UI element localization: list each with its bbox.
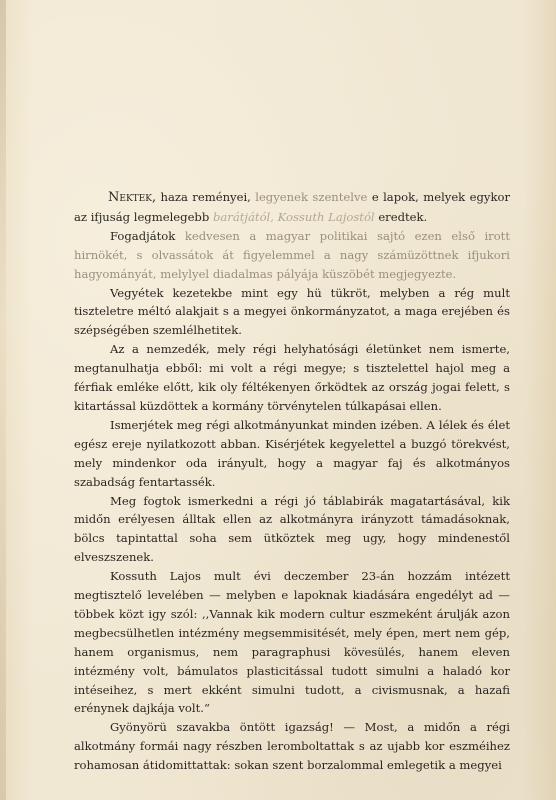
text-segment: haza reményei,: [156, 190, 256, 204]
paragraph: [74, 340, 510, 416]
opening-word: Nektek,: [108, 190, 157, 205]
paragraph: [74, 284, 510, 341]
text-segment: Kossuth Lajos mult évi deczember 23-án hozzám intézett megtisztelő levelében — melyben e lapoknak kiadására engedélyt ad — többek közt igy szól: ,,Vannak kik modern cultur eszmeként árulják azon megbecsülhetlen intézmény megsemmisitését, mely épen, mert nem gép, hanem organismus, nem paragraphusi kövesülés, hanem eleven intézmény volt, bámulatos plasticitással tudott simulni a haladó kor intéseihez, s mert ekként simulni tudott, a civismusnak, a hazafi erénynek dajkája volt.“: [74, 569, 510, 716]
text-segment: barátjától, Kossuth Lajostól: [212, 209, 375, 224]
paragraph: [74, 416, 510, 492]
text-segment: kedvesen a magyar politikai sajtó ezen első irott hirnökét, s olvassátok át figyelemmel a nagy számüzöttnek ifjukori hagyományát, melylyel diadalmas pályája küszöbét megjegyezte.: [74, 228, 510, 281]
paragraph: [74, 492, 510, 568]
text-segment: Gyönyörü szavakba öntött igazság! — Most, a midőn a régi alkotmány formái nagy részben leromboltattak s az ujabb kor eszméihez rohamosan átidomittattak: sokan szent borzalommal emlegetik a megyei: [74, 720, 510, 773]
text-segment: eredtek.: [374, 209, 428, 224]
text-segment: Fogadjátok: [110, 228, 185, 243]
paragraph: [74, 567, 510, 718]
paragraph: [74, 718, 510, 775]
paragraph: [74, 227, 510, 284]
text-segment: Vegyétek kezetekbe mint egy hü tükröt, melyben a rég mult tiszteletre méltó alakjait s a megyei önkormányzatot, a maga erejében és szépségében szemlélhetitek.: [74, 285, 510, 338]
body-text: [74, 188, 510, 775]
page-gutter: [0, 0, 6, 800]
text-segment: e lapok, melyek egykor az ifjuság legmelegebb: [74, 190, 510, 224]
text-segment: legyenek szentelve: [255, 190, 368, 204]
text-segment: Az a nemzedék, mely régi helyhatósági életünket nem ismerte, megtanulhatja ebből: mi volt a régi megye; s tisztelettel hajol meg a férfiak emléke előtt, kik oly féltékenyen őrködtek az ország jogai felett, s kitartással küzdöttek a kormány törvénytelen túlkapásai ellen.: [74, 342, 510, 413]
paragraph: [74, 188, 510, 227]
text-segment: Meg fogtok ismerkedni a régi jó táblabirák magatartásával, kik midőn erélyesen álltak ellen az alkotmányra irányzott támadásoknak, bölcs tapintattal soha sem ütköztek meg ugy, hogy mindenestől elveszszenek.: [74, 493, 510, 565]
text-segment: Ismerjétek meg régi alkotmányunkat minden izében. A lélek és élet egész ereje nyilatkozott abban. Kisérjétek kegyelettel a buzgó törekvést, mely mindenkor oda irányult, hogy a magyar faj és alkotmányos szabadság fentartassék.: [74, 417, 510, 489]
